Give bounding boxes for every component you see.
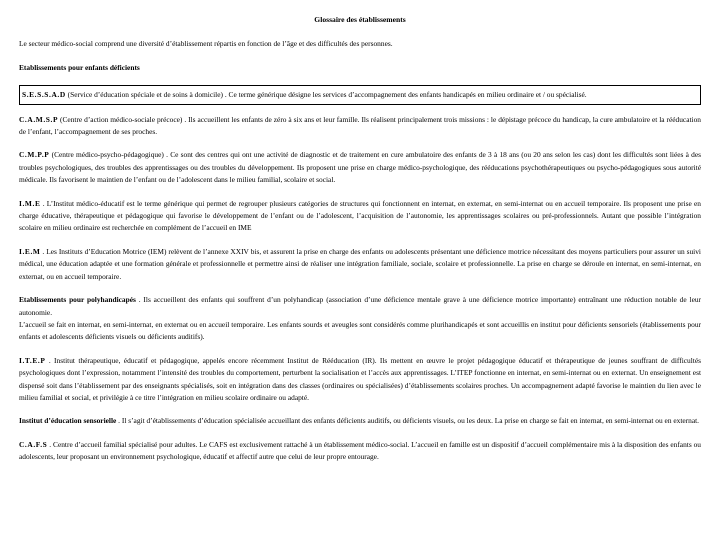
entry-text: (Centre médico-psycho-pédagogique) . Ce sont des centres qui ont une activité de diagnostic et de traitement en cure ambulatoire des enfants de 3 à 18 ans (ou 20 ans selon les cas) dont les difficultés sont liées à des troubles psychologiques, des troubles des apprentissages ou des troubles du développement. Ils proposent une prise en charge médico-psychologique, des rééducations psychothérapeutiques ou psycho-pédagogiques sous autorité médicale. Ils favorisent le maintien de l’enfant ou de l’adolescent dans le milieu familial, scolaire et social. <box>19 150 701 185</box>
entry-text: (Service d’éducation spéciale et de soins à domicile) . Ce terme générique désigne les services d’accompagnement des enfants handicapés en milieu ordinaire et / ou spécialisé. <box>65 90 587 100</box>
entry-polyhandicapes <box>19 294 701 344</box>
entry-ime <box>19 198 701 235</box>
entry-camsp <box>19 114 701 139</box>
section-heading: Etablissements pour enfants déficients <box>19 62 140 72</box>
entry-term: I.T.E.P <box>19 355 46 365</box>
entry-cafs <box>19 439 701 464</box>
entry-text: . Il s’agit d’établissements d’éducation spécialisée accueillant des enfants déficients auditifs, ou déficients visuels, ou les deux. La prise en charge se fait en internat, en semi-internat ou en externat. <box>116 416 700 426</box>
entry-extra-text: L’accueil se fait en internat, en semi-internat, en externat ou en accueil temporaire. Les enfants sourds et aveugles sont considérés comme plurihandicapés et sont accueillis en institut pour déficients sensoriels (établissements pour enfants et adolescents déficients visuels ou déficients auditifs). <box>19 319 701 342</box>
entry-term: C.A.M.S.P <box>19 114 59 124</box>
entry-term: I.M.E <box>19 198 41 208</box>
entry-institut-sensoriel <box>19 415 701 427</box>
entry-main-line <box>19 294 701 319</box>
entry-text: . Les Instituts d’Education Motrice (IEM) relèvent de l’annexe XXIV bis, et assurent la prise en charge des enfants ou adolescents présentant une déficience motrice nécessitant des moyens particuliers pour assurer un suivi médical, une éducation adaptée et une formation générale et professionnelle et permettre ainsi de réaliser une intégration familiale, sociale, scolaire et professionnelle. La prise en charge se déroule en internat, en semi-internat, en externat, ou en accueil temporaire. <box>19 246 701 281</box>
entry-text: . Ils accueillent des enfants qui souffrent d’un polyhandicap (association d’une déficience mentale grave à une déficience motrice importante) entraînant une réduction notable de leur autonomie. <box>19 295 702 317</box>
entry-text: . L’Institut médico-éducatif est le terme générique qui permet de regrouper plusieurs catégories de structures qui fonctionnent en internat, en externat, en semi-internat ou en accueil temporaire. Ils proposent une prise en charge éducative, thérapeutique et pédagogique qui favorise le développement de l’enfant ou de l’adolescent, l’acquisition de l’autonomie, les apprentissages scolaires ou pré-professionnels. Autant que possible l’intégration scolaire en milieu ordinaire est recherchée en complément de l’accueil en IME <box>19 198 701 233</box>
intro-paragraph: Le secteur médico-social comprend une diversité d’établissement répartis en fonction de l’âge et des difficultés des personnes. <box>19 39 393 49</box>
entry-cmpp <box>19 149 701 186</box>
entry-term: Etablissements pour polyhandicapés <box>19 295 136 305</box>
document-title: Glossaire des établissements <box>314 15 406 24</box>
entry-text: . Centre d’accueil familial spécialisé pour adultes. Le CAFS est exclusivement rattaché à un établissement médico-social. L’accueil en famille est un dispositif d’accueil complémentaire mis à la disposition des enfants ou adolescents, leur proposant un environnement psychologique, éducatif et affectif autre que celui de leur propre entourage. <box>19 439 701 462</box>
entry-term: C.M.P.P <box>19 150 50 160</box>
entry-text: . Institut thérapeutique, éducatif et pédagogique, appelés encore récemment Institut de Rééducation (IR). Ils mettent en œuvre le projet pédagogique éducatif et thérapeutique de jeunes souffrant de difficultés psychologiques dont l’expression, notamment l’intensité des troubles du comportement, perturbent la socialisation et l’accès aux apprentissages. L’ITEP fonctionne en internat, en semi-internat ou en externat. Un enseignement est dispensé soit dans l’établissement par des enseignants spécialisés, soit en intégration dans des classes (ordinaires ou spécialisées) d’établissements scolaires proches. Un accompagnement adapté favorise le maintien du lien avec le milieu familial et social, et privilégie à ce titre l’intégration en milieu scolaire ordinaire ou adapté. <box>19 355 701 402</box>
entry-term: Institut d’éducation sensorielle <box>19 416 117 426</box>
entry-itep <box>19 355 701 405</box>
entry-text: (Centre d’action médico-sociale précoce) . Ils accueillent les enfants de zéro à six ans et leur famille. Ils réalisent principalement trois missions : le dépistage précoce du handicap, la cure ambulatoire et la rééducation de l’enfant, l’accompagnement de ses proches. <box>19 114 701 137</box>
entry-iem <box>19 246 701 283</box>
entry-term: I.E.M <box>19 246 41 256</box>
entry-term: C.A.F.S <box>19 439 48 449</box>
entry-sessad <box>19 85 701 104</box>
entry-term: S.E.S.S.A.D <box>22 90 66 100</box>
